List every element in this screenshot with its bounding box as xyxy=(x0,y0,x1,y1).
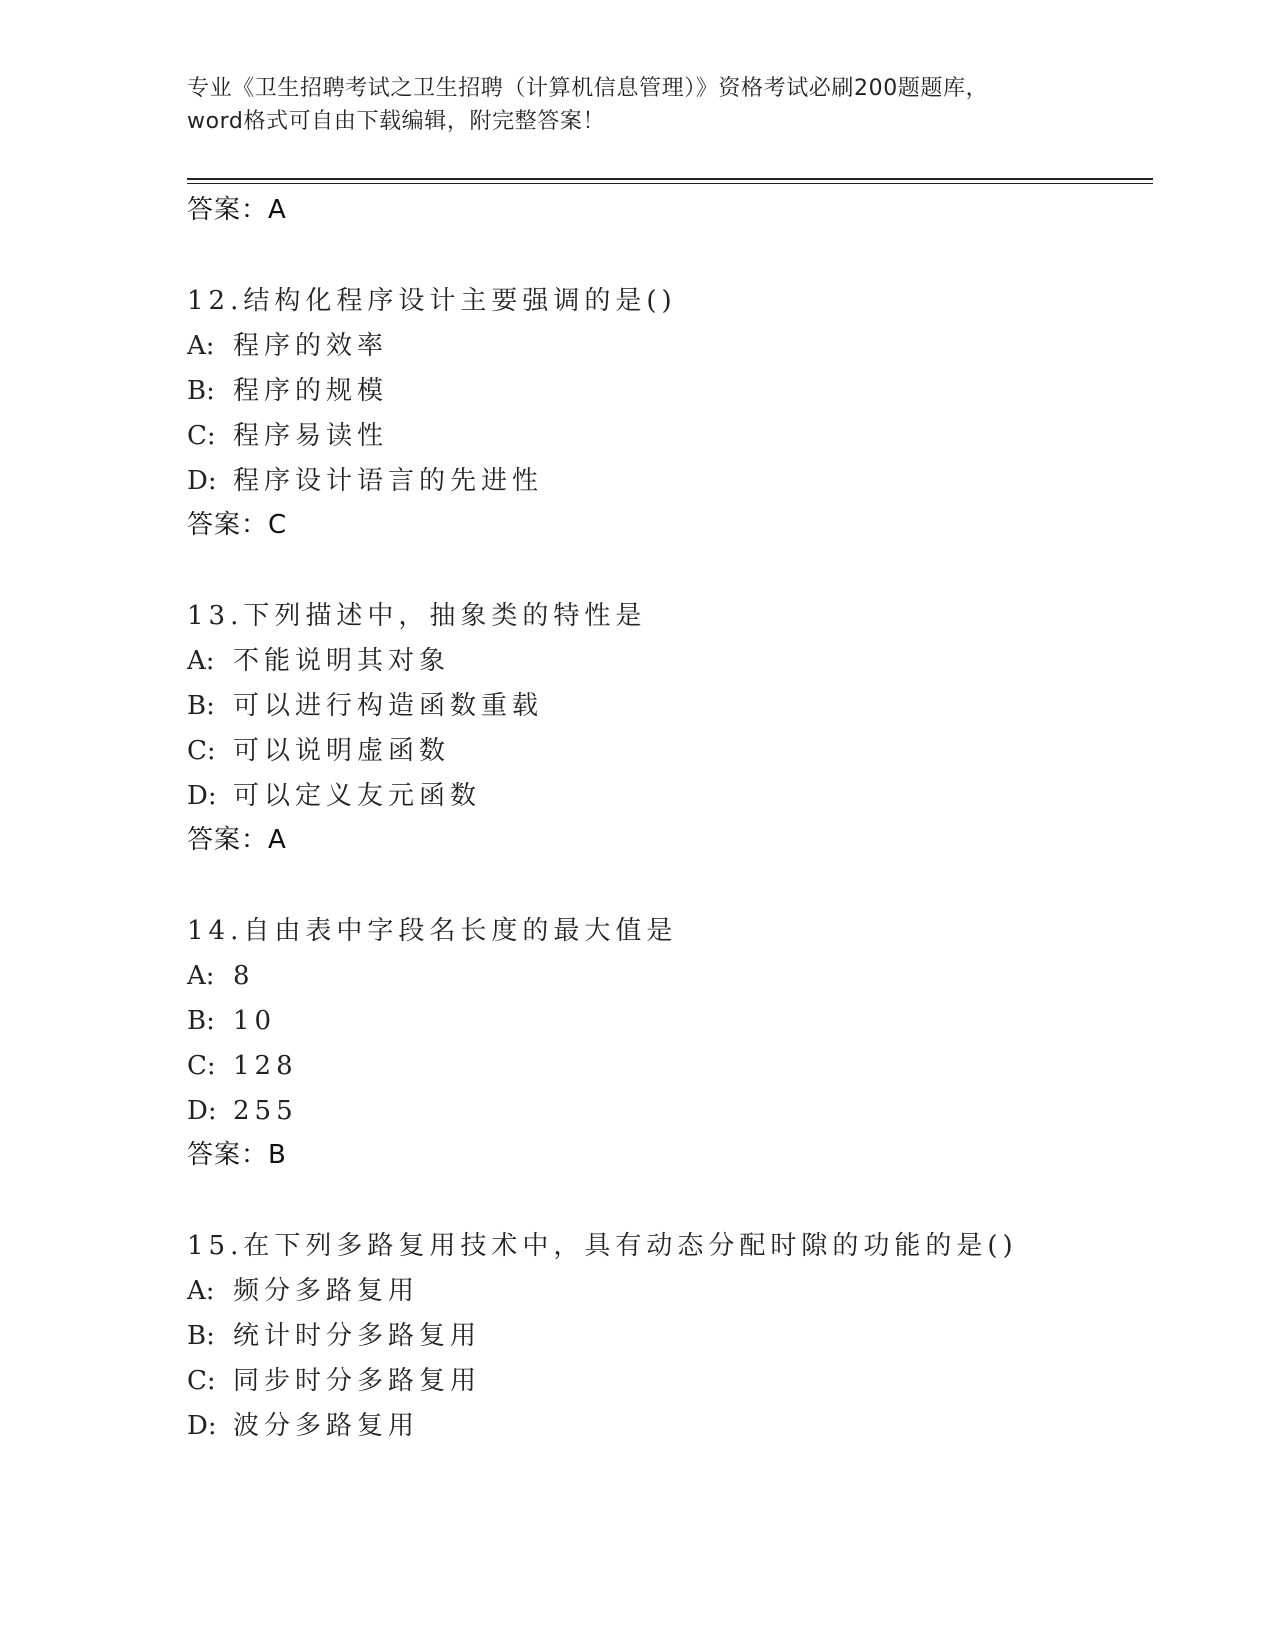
option-letter: D: xyxy=(187,466,217,496)
option-b xyxy=(187,374,388,408)
option-letter: A: xyxy=(187,1276,215,1306)
option-d xyxy=(187,1409,419,1443)
option-d xyxy=(187,464,543,498)
answer-line: 答案：A xyxy=(187,825,287,855)
header-title-line: 专业《卫生招聘考试之卫生招聘（计算机信息管理）》资格考试必刷200题题库， xyxy=(187,76,989,101)
option-letter: A: xyxy=(187,646,215,676)
header-divider-thick xyxy=(187,178,1153,180)
option-text: 10 xyxy=(233,1006,277,1036)
option-letter: C: xyxy=(187,736,216,766)
option-text: 统计时分多路复用 xyxy=(233,1321,482,1351)
option-letter: D: xyxy=(187,1411,217,1441)
option-text: 程序的规模 xyxy=(233,376,389,406)
option-letter: B: xyxy=(187,376,215,406)
option-letter: A: xyxy=(187,961,215,991)
option-a xyxy=(187,644,450,678)
option-text: 可以说明虚函数 xyxy=(233,736,451,766)
option-letter: D: xyxy=(187,781,217,811)
option-c xyxy=(187,419,388,453)
question-stem: 12.结构化程序设计主要强调的是() xyxy=(187,286,677,316)
option-letter: C: xyxy=(187,1051,216,1081)
header-subtitle-line: word格式可自由下载编辑，附完整答案！ xyxy=(187,109,606,134)
option-c xyxy=(187,1364,481,1398)
option-text: 不能说明其对象 xyxy=(233,646,451,676)
option-text: 可以定义友元函数 xyxy=(233,781,482,811)
option-c xyxy=(187,734,450,768)
option-letter: B: xyxy=(187,1321,215,1351)
option-a xyxy=(187,329,388,363)
answer-line: 答案：B xyxy=(187,1140,287,1170)
option-c xyxy=(187,1049,298,1083)
answer-line: 答案：C xyxy=(187,510,288,540)
option-b xyxy=(187,689,543,723)
option-letter: C: xyxy=(187,1366,216,1396)
option-text: 8 xyxy=(233,961,255,991)
header-divider-thin xyxy=(187,183,1153,184)
option-text: 128 xyxy=(233,1051,298,1081)
option-text: 可以进行构造函数重载 xyxy=(233,691,544,721)
option-text: 程序易读性 xyxy=(233,421,389,451)
question-stem: 14.自由表中字段名长度的最大值是 xyxy=(187,916,678,946)
question-stem: 15.在下列多路复用技术中，具有动态分配时隙的功能的是() xyxy=(187,1231,1018,1261)
option-text: 频分多路复用 xyxy=(233,1276,420,1306)
option-text: 255 xyxy=(233,1096,298,1126)
question-stem: 13.下列描述中，抽象类的特性是 xyxy=(187,601,647,631)
option-a xyxy=(187,959,255,993)
answer-line: 答案：A xyxy=(187,195,287,225)
option-letter: C: xyxy=(187,421,216,451)
option-text: 波分多路复用 xyxy=(233,1411,420,1441)
option-letter: D: xyxy=(187,1096,217,1126)
option-text: 程序设计语言的先进性 xyxy=(233,466,544,496)
option-b xyxy=(187,1004,276,1038)
option-letter: B: xyxy=(187,1006,215,1036)
option-d xyxy=(187,1094,298,1128)
option-text: 同步时分多路复用 xyxy=(233,1366,482,1396)
option-letter: A: xyxy=(187,331,215,361)
option-a xyxy=(187,1274,419,1308)
option-b xyxy=(187,1319,481,1353)
option-text: 程序的效率 xyxy=(233,331,389,361)
option-letter: B: xyxy=(187,691,215,721)
document-header xyxy=(187,72,1087,138)
option-d xyxy=(187,779,481,813)
